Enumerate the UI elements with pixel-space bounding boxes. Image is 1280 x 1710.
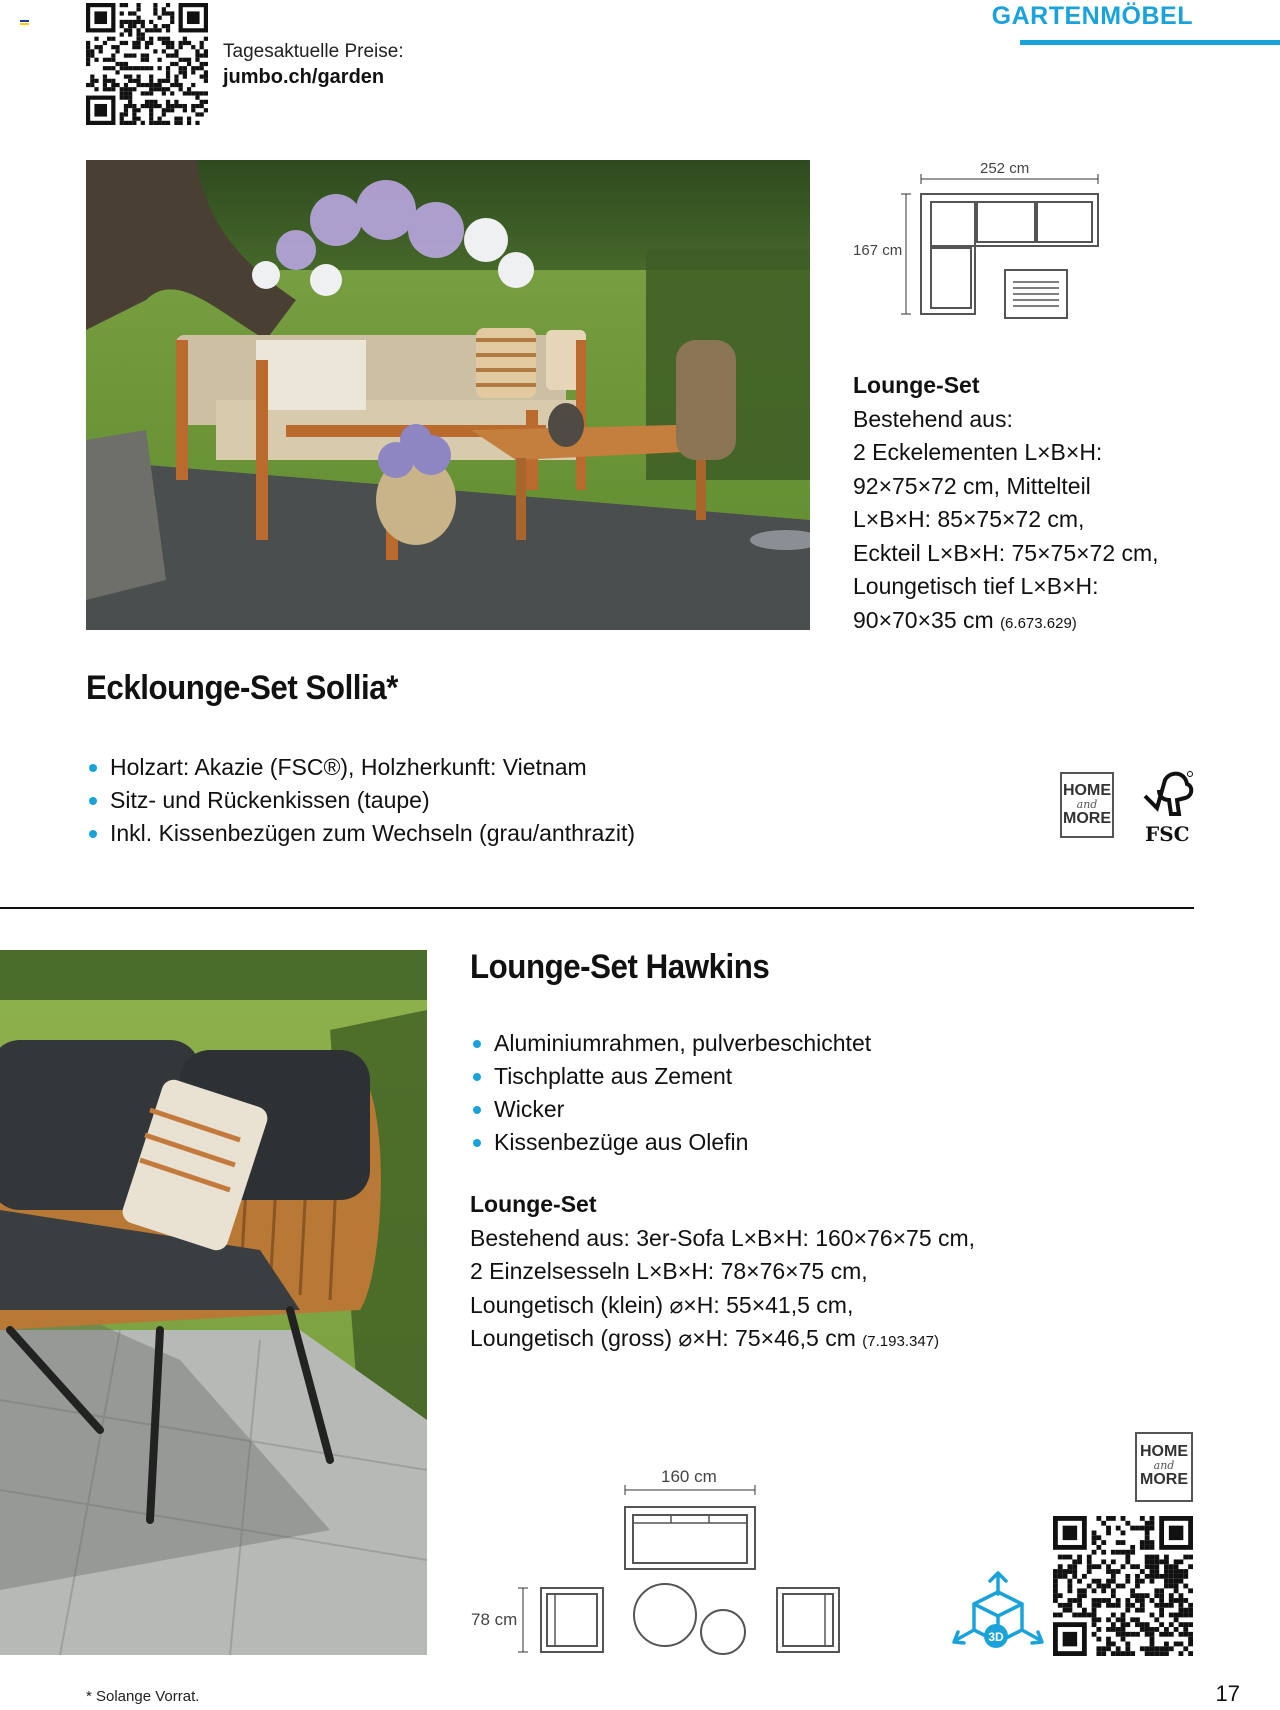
spec-line: 2 Eckelementen L×B×H: [853,439,1103,465]
spec-title-sollia: Lounge-Set [853,372,980,398]
section-title-underline [1020,40,1280,45]
product-title-sollia: Ecklounge-Set Sollia* [86,669,398,707]
feature-list-hawkins [470,1027,1170,1159]
3d-badge-label: 3D [988,1630,1004,1644]
spec-line: Bestehend aus: [853,405,1013,432]
specs-hawkins [470,1188,1250,1359]
spec-line: Eckteil L×B×H: 75×75×72 cm, [853,539,1159,566]
list-item: Inkl. Kissenbezügen zum Wechseln (grau/anthrazit) [86,817,786,850]
spec-line: Loungetisch (gross) ⌀×H: 75×46,5 cm [470,1325,856,1351]
specs-sollia [853,369,1273,640]
product-photo-sollia [86,160,810,630]
spec-line: Bestehend aus: 3er-Sofa L×B×H: 160×76×75 cm, [470,1224,976,1251]
prices-link[interactable]: jumbo.ch/garden [223,66,385,88]
qr-code-prices[interactable] [86,3,208,125]
home-and-more-logo: HOME and MORE [1135,1432,1193,1502]
fsc-label: FSC [1145,822,1190,846]
spec-title-hawkins: Lounge-Set [470,1191,597,1217]
dimension-width-hawkins: 160 cm [661,1467,717,1486]
fsc-logo-icon [1135,770,1195,818]
list-item: Wicker [470,1093,1170,1126]
list-item: Kissenbezüge aus Olefin [470,1126,1170,1159]
product-photo-hawkins [0,950,427,1655]
list-item: Sitz- und Rückenkissen (taupe) [86,784,786,817]
spec-line: 2 Einzelsesseln L×B×H: 78×76×75 cm, [470,1258,868,1284]
product-title-hawkins: Lounge-Set Hawkins [470,948,770,986]
list-item: Tischplatte aus Zement [470,1060,1170,1093]
home-and-more-logo: HOME and MORE [1060,772,1114,838]
section-divider [0,907,1194,909]
dimension-width-sollia: 252 cm [980,160,1030,177]
list-item: Aluminiumrahmen, pulverbeschichtet [470,1027,1170,1060]
feature-list-sollia [86,751,786,850]
spec-line: L×B×H: 85×75×72 cm, [853,506,1085,532]
spec-line: 92×75×72 cm, Mittelteil [853,472,1091,499]
qr-code-3d-view[interactable] [1053,1516,1193,1656]
spec-line: Loungetisch tief L×B×H: [853,573,1099,599]
dimension-diagram-hawkins [515,1470,855,1660]
article-number-sollia: (6.673.629) [1000,614,1077,632]
3d-view-icon[interactable] [950,1570,1046,1654]
page-number: 17 [1215,1681,1240,1706]
dimension-depth-sollia: 167 cm [853,242,903,259]
list-item: Holzart: Akazie (FSC®), Holzherkunft: Vietnam [86,751,786,784]
language-flag-icon[interactable] [20,20,29,27]
spec-line: 90×70×35 cm [853,606,994,633]
article-number-hawkins: (7.193.347) [862,1333,940,1350]
dimension-depth-hawkins: 78 cm [471,1610,518,1629]
footnote: * Solange Vorrat. [86,1688,200,1705]
spec-line: Loungetisch (klein) ⌀×H: 55×41,5 cm, [470,1291,854,1318]
section-title: GARTENMÖBEL [991,2,1193,30]
prices-label: Tagesaktuelle Preise: [223,41,404,62]
